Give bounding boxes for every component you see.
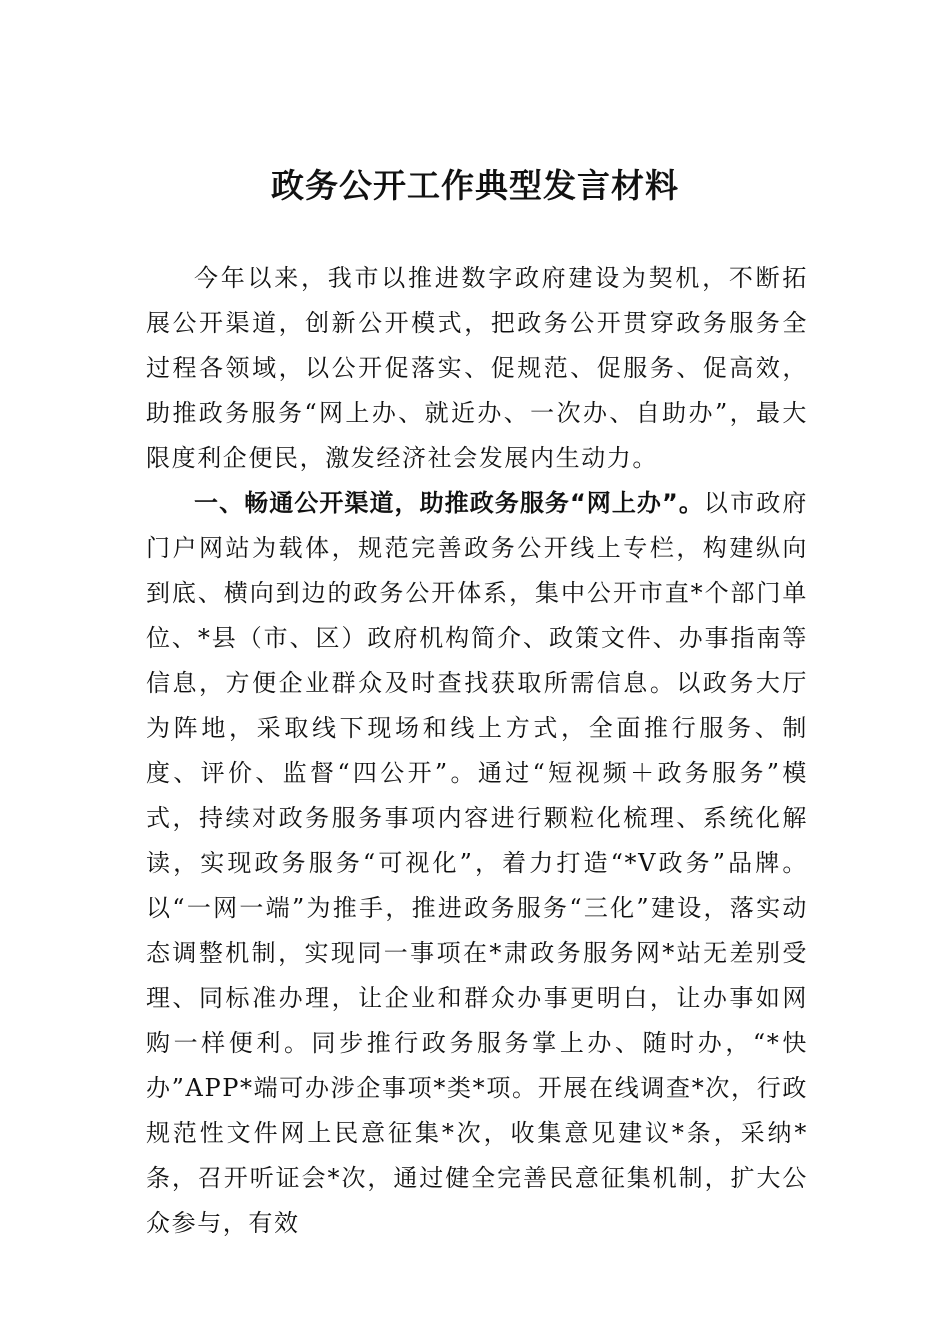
- document-title: 政务公开工作典型发言材料: [271, 166, 679, 205]
- section-one-paragraph: [146, 481, 808, 1246]
- section-one-text: 以市政府门户网站为载体，规范完善政务公开线上专栏，构建纵向到底、横向到边的政务公开体系，集中公开市直*个部门单位、*县（市、区）政府机构简介、政策文件、办事指南等信息，方便企业群众及时查找获取所需信息。以政务大厅为阵地，采取线下现场和线上方式，全面推行服务、制度、评价、监督“四公开”。通过“短视频＋政务服务”模式，持续对政务服务事项内容进行颗粒化梳理、系统化解读，实现政务服务“可视化”，着力打造“*V政务”品牌。以“一网一端”为推手，推进政务服务“三化”建设，落实动态调整机制，实现同一事项在*肃政务服务网*站无差别受理、同标准办理，让企业和群众办事更明白，让办事如网购一样便利。同步推行政务服务掌上办、随时办，“*快办”APP*端可办涉企事项*类*项。开展在线调查*次，行政规范性文件网上民意征集*次，收集意见建议*条，采纳*条，召开听证会*次，通过健全完善民意征集机制，扩大公众参与，有效: [146, 489, 808, 1237]
- intro-paragraph: [146, 256, 808, 481]
- document-body: [146, 256, 808, 1246]
- intro-paragraph-text: 今年以来，我市以推进数字政府建设为契机，不断拓展公开渠道，创新公开模式，把政务公开贯穿政务服务全过程各领域，以公开促落实、促规范、促服务、促高效，助推政务服务“网上办、就近办、一次办、自助办”，最大限度利企便民，激发经济社会发展内生动力。: [146, 264, 808, 472]
- section-one-heading: 一、畅通公开渠道，助推政务服务“网上办”。: [194, 489, 704, 517]
